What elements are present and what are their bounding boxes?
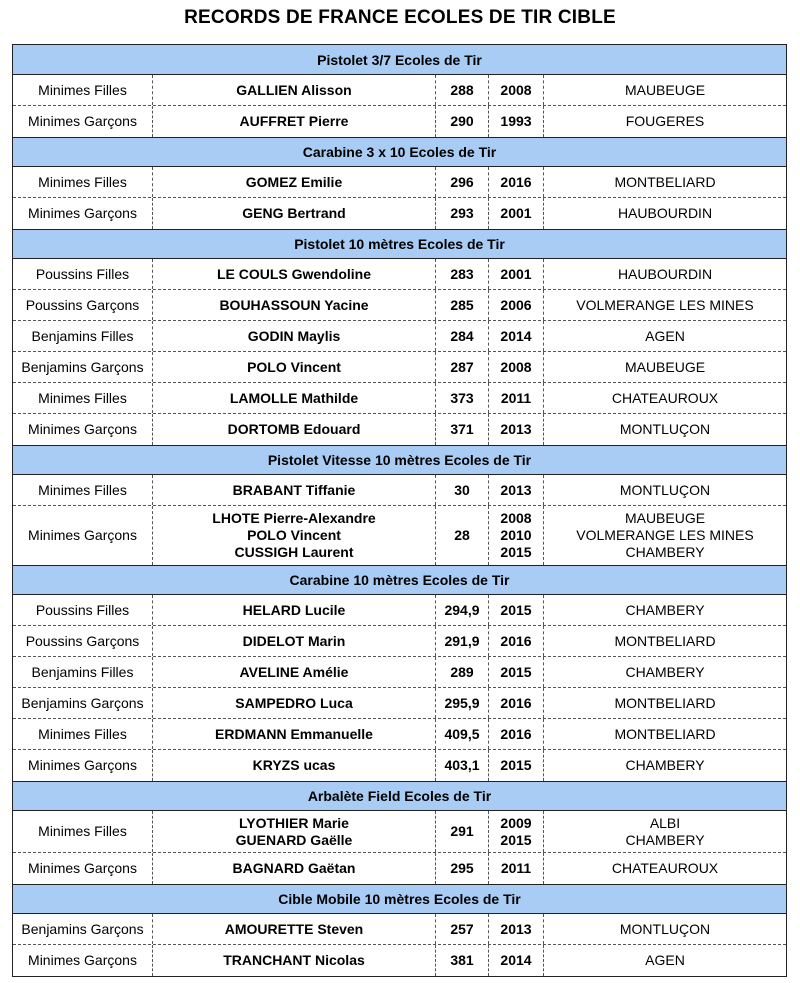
city-cell — [544, 626, 786, 656]
year-cell — [489, 626, 544, 656]
shooter-name-cell — [153, 383, 436, 413]
category-cell: Minimes Garçons — [13, 853, 153, 884]
category-cell: Minimes Filles — [13, 167, 153, 197]
city-cell-line: CHATEAUROUX — [611, 389, 719, 406]
shooter-name-cell-line: GOMEZ Emilie — [245, 173, 343, 190]
shooter-name-cell-line: GODIN Maylis — [247, 327, 341, 344]
city-cell — [544, 945, 786, 976]
category-cell: Minimes Garçons — [13, 106, 153, 137]
category-cell: Benjamins Garçons — [13, 352, 153, 382]
shooter-name-cell-line: POLO Vincent — [247, 527, 341, 543]
section-header: Pistolet 3/7 Ecoles de Tir — [13, 45, 786, 75]
city-cell-line: MONTLUÇON — [619, 481, 711, 498]
city-cell — [544, 475, 786, 505]
category-cell: Minimes Garçons — [13, 414, 153, 445]
category-cell: Poussins Filles — [13, 595, 153, 625]
table-row — [13, 167, 786, 198]
table-row — [13, 352, 786, 383]
shooter-name-cell — [153, 626, 436, 656]
year-cell — [489, 198, 544, 229]
table-row — [13, 595, 786, 626]
shooter-name-cell-line: SAMPEDRO Luca — [235, 694, 353, 711]
city-cell — [544, 750, 786, 781]
score-cell: 257 — [436, 914, 489, 944]
table-row — [13, 719, 786, 750]
year-cell-line: 2016 — [500, 725, 532, 742]
city-cell — [544, 383, 786, 413]
shooter-name-cell-line: LAMOLLE Mathilde — [229, 389, 359, 406]
score-cell: 409,5 — [436, 719, 489, 749]
city-cell — [544, 414, 786, 445]
city-cell — [544, 595, 786, 625]
category-cell: Benjamins Filles — [13, 657, 153, 687]
year-cell-line: 2016 — [500, 173, 532, 190]
category-cell: Poussins Garçons — [13, 626, 153, 656]
record-section — [13, 137, 786, 229]
category-cell: Poussins Garçons — [13, 290, 153, 320]
city-cell — [544, 167, 786, 197]
section-header: Arbalète Field Ecoles de Tir — [13, 781, 786, 811]
score-cell: 290 — [436, 106, 489, 137]
score-cell: 291 — [436, 811, 489, 852]
city-cell — [544, 688, 786, 718]
year-cell — [489, 945, 544, 976]
year-cell-line: 2006 — [500, 296, 532, 313]
table-row — [13, 290, 786, 321]
shooter-name-cell-line: BOUHASSOUN Yacine — [219, 296, 369, 313]
year-cell-line: 2015 — [500, 544, 532, 560]
city-cell-line: MONTBELIARD — [614, 173, 716, 190]
shooter-name-cell-line: LHOTE Pierre-Alexandre — [212, 510, 376, 526]
year-cell-line: 2014 — [500, 327, 532, 344]
category-cell: Minimes Filles — [13, 75, 153, 105]
category-cell: Minimes Filles — [13, 719, 153, 749]
city-cell-line: CHAMBERY — [625, 663, 705, 680]
city-cell — [544, 259, 786, 289]
score-cell: 30 — [436, 475, 489, 505]
city-cell-line: MONTBELIARD — [614, 632, 716, 649]
table-row — [13, 811, 786, 853]
score-cell: 373 — [436, 383, 489, 413]
city-cell — [544, 321, 786, 351]
city-cell-line: HAUBOURDIN — [617, 205, 713, 221]
score-cell: 287 — [436, 352, 489, 382]
score-cell: 371 — [436, 414, 489, 445]
section-header: Carabine 10 mètres Ecoles de Tir — [13, 565, 786, 595]
city-cell — [544, 506, 786, 565]
score-cell: 293 — [436, 198, 489, 229]
shooter-name-cell-line: KRYZS ucas — [252, 757, 336, 773]
city-cell-line: MAUBEUGE — [624, 358, 706, 375]
table-row — [13, 626, 786, 657]
year-cell-line: 2008 — [500, 358, 532, 375]
shooter-name-cell-line: DORTOMB Edouard — [227, 421, 361, 437]
score-cell: 288 — [436, 75, 489, 105]
city-cell — [544, 75, 786, 105]
shooter-name-cell-line: ERDMANN Emmanuelle — [215, 725, 373, 742]
city-cell-line: HAUBOURDIN — [617, 265, 713, 282]
city-cell-line: MONTLUÇON — [619, 421, 711, 437]
year-cell — [489, 75, 544, 105]
city-cell — [544, 811, 786, 852]
city-cell-line: MONTBELIARD — [614, 725, 716, 742]
year-cell — [489, 321, 544, 351]
city-cell — [544, 719, 786, 749]
table-row — [13, 383, 786, 414]
score-cell: 28 — [436, 506, 489, 565]
shooter-name-cell — [153, 106, 436, 137]
shooter-name-cell-line: TRANCHANT Nicolas — [223, 952, 365, 968]
score-cell: 285 — [436, 290, 489, 320]
table-row — [13, 259, 786, 290]
shooter-name-cell — [153, 506, 436, 565]
city-cell-line: MONTBELIARD — [614, 694, 716, 711]
category-cell: Benjamins Garçons — [13, 688, 153, 718]
shooter-name-cell-line: DIDELOT Marin — [242, 632, 346, 649]
shooter-name-cell — [153, 657, 436, 687]
year-cell — [489, 475, 544, 505]
category-cell: Minimes Filles — [13, 383, 153, 413]
shooter-name-cell — [153, 688, 436, 718]
shooter-name-cell — [153, 290, 436, 320]
year-cell-line: 2011 — [500, 860, 532, 876]
shooter-name-cell-line: CUSSIGH Laurent — [234, 544, 354, 560]
year-cell — [489, 290, 544, 320]
shooter-name-cell-line: HELARD Lucile — [242, 601, 346, 618]
score-cell: 294,9 — [436, 595, 489, 625]
page-title: RECORDS DE FRANCE ECOLES DE TIR CIBLE — [184, 7, 616, 28]
city-cell-line: CHAMBERY — [625, 544, 705, 560]
category-cell: Benjamins Garçons — [13, 914, 153, 944]
city-cell — [544, 914, 786, 944]
category-cell: Minimes Garçons — [13, 198, 153, 229]
city-cell — [544, 106, 786, 137]
year-cell-line: 2001 — [500, 205, 532, 221]
city-cell — [544, 657, 786, 687]
table-row — [13, 414, 786, 445]
city-cell-line: AGEN — [645, 952, 685, 968]
score-cell: 296 — [436, 167, 489, 197]
record-section — [13, 781, 786, 884]
score-cell: 283 — [436, 259, 489, 289]
shooter-name-cell-line: AMOURETTE Steven — [224, 920, 364, 937]
year-cell-line: 2015 — [500, 757, 532, 773]
category-cell: Poussins Filles — [13, 259, 153, 289]
category-cell: Minimes Garçons — [13, 506, 153, 565]
category-cell: Minimes Garçons — [13, 750, 153, 781]
city-cell — [544, 290, 786, 320]
shooter-name-cell — [153, 811, 436, 852]
shooter-name-cell — [153, 945, 436, 976]
year-cell — [489, 414, 544, 445]
score-cell: 284 — [436, 321, 489, 351]
shooter-name-cell — [153, 475, 436, 505]
shooter-name-cell-line: AUFFRET Pierre — [239, 113, 349, 129]
shooter-name-cell — [153, 853, 436, 884]
year-cell-line: 2008 — [500, 81, 532, 98]
shooter-name-cell-line: GALLIEN Alisson — [236, 81, 352, 98]
shooter-name-cell — [153, 167, 436, 197]
city-cell-line: ALBI — [649, 814, 681, 831]
city-cell-line: AGEN — [645, 327, 685, 344]
section-header: Cible Mobile 10 mètres Ecoles de Tir — [13, 884, 786, 914]
year-cell — [489, 853, 544, 884]
table-row — [13, 506, 786, 565]
shooter-name-cell-line: BRABANT Tiffanie — [232, 481, 356, 498]
score-cell: 295,9 — [436, 688, 489, 718]
record-section — [13, 445, 786, 565]
year-cell-line: 2013 — [500, 481, 532, 498]
table-row — [13, 914, 786, 945]
table-row — [13, 688, 786, 719]
city-cell-line: CHAMBERY — [625, 831, 705, 848]
city-cell-line: CHATEAUROUX — [611, 860, 719, 876]
year-cell-line: 2015 — [500, 601, 532, 618]
record-section — [13, 884, 786, 976]
shooter-name-cell-line: AVELINE Amélie — [239, 663, 349, 680]
table-row — [13, 198, 786, 229]
score-cell: 381 — [436, 945, 489, 976]
year-cell — [489, 657, 544, 687]
table-row — [13, 945, 786, 976]
year-cell-line: 2013 — [500, 920, 532, 937]
shooter-name-cell — [153, 321, 436, 351]
year-cell-line: 2013 — [500, 421, 532, 437]
shooter-name-cell-line: POLO Vincent — [247, 358, 341, 375]
shooter-name-cell — [153, 595, 436, 625]
year-cell — [489, 595, 544, 625]
year-cell-line: 2011 — [500, 389, 532, 406]
category-cell: Minimes Filles — [13, 811, 153, 852]
table-row — [13, 657, 786, 688]
city-cell — [544, 352, 786, 382]
section-header: Carabine 3 x 10 Ecoles de Tir — [13, 137, 786, 167]
city-cell — [544, 853, 786, 884]
table-row — [13, 853, 786, 884]
year-cell — [489, 750, 544, 781]
city-cell-line: VOLMERANGE LES MINES — [576, 527, 754, 543]
year-cell — [489, 914, 544, 944]
year-cell-line: 2010 — [500, 527, 532, 543]
shooter-name-cell — [153, 719, 436, 749]
shooter-name-cell — [153, 352, 436, 382]
category-cell: Minimes Garçons — [13, 945, 153, 976]
shooter-name-cell-line: GENG Bertrand — [242, 205, 346, 221]
city-cell-line: MONTLUÇON — [619, 920, 711, 937]
category-cell: Benjamins Filles — [13, 321, 153, 351]
city-cell-line: FOUGERES — [625, 113, 705, 129]
year-cell-line: 2014 — [500, 952, 532, 968]
score-cell: 289 — [436, 657, 489, 687]
table-row — [13, 75, 786, 106]
shooter-name-cell — [153, 75, 436, 105]
city-cell-line: MAUBEUGE — [624, 81, 706, 98]
year-cell — [489, 259, 544, 289]
year-cell — [489, 352, 544, 382]
table-row — [13, 321, 786, 352]
year-cell — [489, 106, 544, 137]
year-cell-line: 2009 — [500, 814, 532, 831]
city-cell-line: MAUBEUGE — [624, 510, 706, 526]
category-cell: Minimes Filles — [13, 475, 153, 505]
record-section — [13, 45, 786, 137]
year-cell-line: 2016 — [500, 632, 532, 649]
year-cell — [489, 719, 544, 749]
city-cell — [544, 198, 786, 229]
shooter-name-cell — [153, 414, 436, 445]
year-cell-line: 2015 — [500, 831, 532, 848]
shooter-name-cell-line: LYOTHIER Marie — [239, 814, 349, 831]
city-cell-line: CHAMBERY — [625, 757, 705, 773]
city-cell-line: VOLMERANGE LES MINES — [576, 296, 754, 313]
year-cell-line: 2016 — [500, 694, 532, 711]
section-header: Pistolet Vitesse 10 mètres Ecoles de Tir — [13, 445, 786, 475]
table-row — [13, 750, 786, 781]
score-cell: 291,9 — [436, 626, 489, 656]
shooter-name-cell — [153, 914, 436, 944]
score-cell: 403,1 — [436, 750, 489, 781]
records-table — [12, 44, 787, 977]
year-cell — [489, 383, 544, 413]
record-section — [13, 565, 786, 781]
shooter-name-cell — [153, 750, 436, 781]
year-cell — [489, 506, 544, 565]
shooter-name-cell-line: LE COULS Gwendoline — [216, 265, 371, 282]
year-cell-line: 2015 — [500, 663, 532, 680]
year-cell — [489, 688, 544, 718]
section-header: Pistolet 10 mètres Ecoles de Tir — [13, 229, 786, 259]
shooter-name-cell-line: GUENARD Gaëlle — [235, 831, 353, 848]
year-cell-line: 2001 — [500, 265, 532, 282]
score-cell: 295 — [436, 853, 489, 884]
shooter-name-cell-line: BAGNARD Gaëtan — [232, 860, 356, 876]
year-cell-line: 2008 — [500, 510, 532, 526]
table-row — [13, 475, 786, 506]
year-cell-line: 1993 — [500, 113, 532, 129]
year-cell — [489, 811, 544, 852]
year-cell — [489, 167, 544, 197]
city-cell-line: CHAMBERY — [625, 601, 705, 618]
shooter-name-cell — [153, 198, 436, 229]
table-row — [13, 106, 786, 137]
shooter-name-cell — [153, 259, 436, 289]
record-section — [13, 229, 786, 445]
